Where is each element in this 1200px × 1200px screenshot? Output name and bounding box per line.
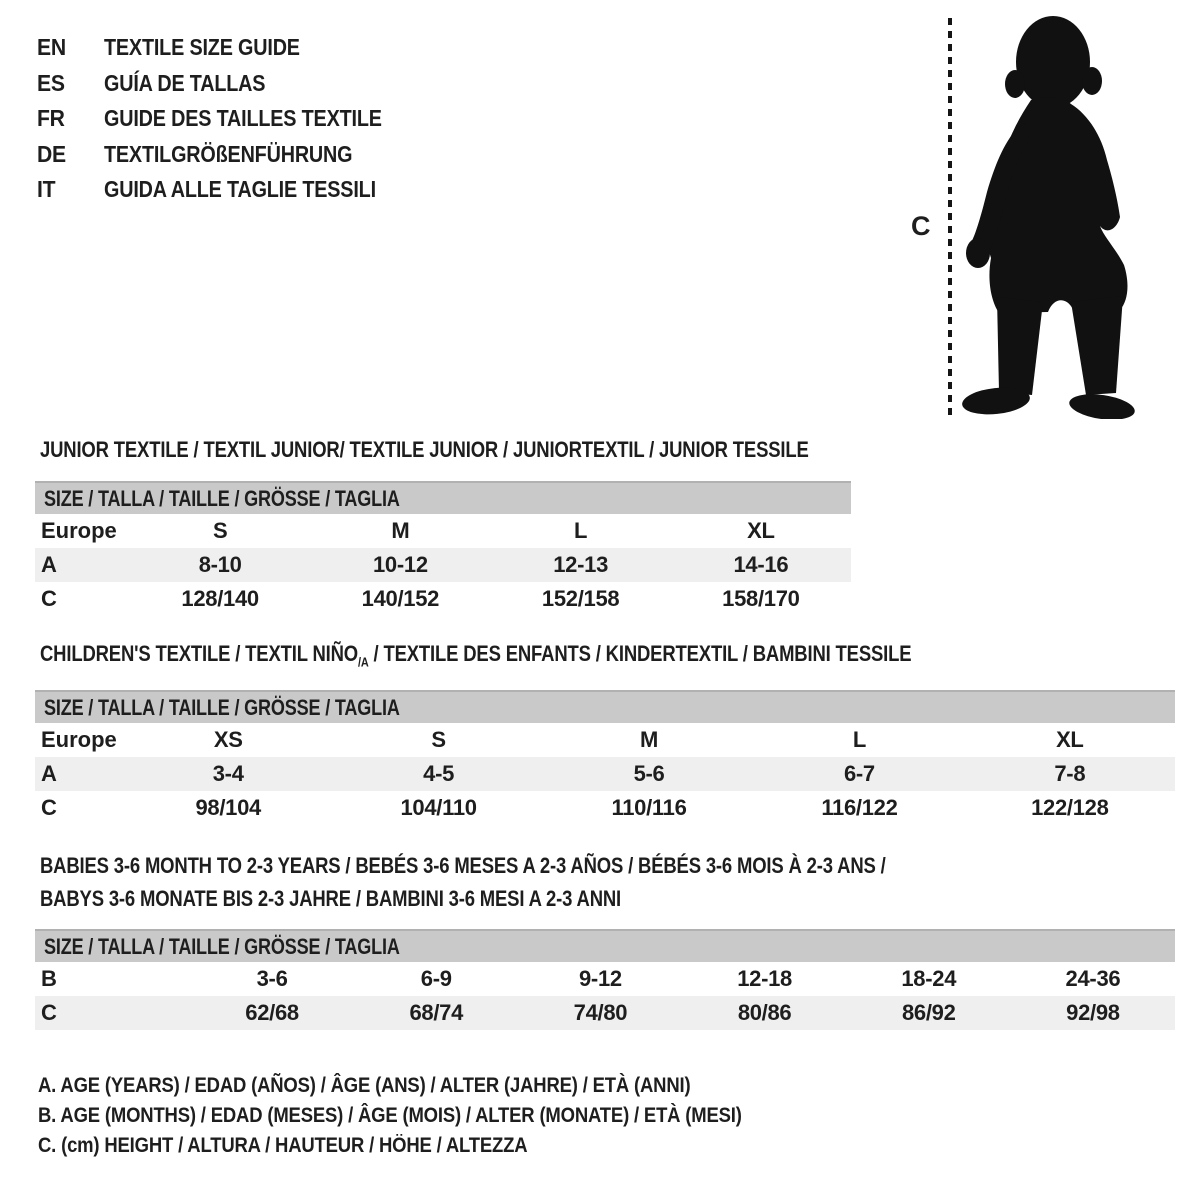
height-cell: 140/152 bbox=[361, 586, 440, 611]
legend-line-a: A. AGE (YEARS) / EDAD (AÑOS) / ÂGE (ANS) / ALTER (JAHRE) / ETÀ (ANNI) bbox=[38, 1074, 691, 1097]
babies-size-table bbox=[35, 929, 1175, 1030]
age-cell: 3-4 bbox=[212, 761, 244, 786]
age-cell: 4-5 bbox=[423, 761, 455, 786]
lang-label: GUIDE DES TAILLES TEXTILE bbox=[104, 105, 382, 132]
age-cell: 12-18 bbox=[737, 966, 792, 991]
table-row-europe bbox=[35, 514, 851, 548]
size-header-band bbox=[35, 481, 851, 514]
size-header-text: SIZE / TALLA / TAILLE / GRÖSSE / TAGLIA bbox=[44, 694, 400, 720]
table-row-europe bbox=[35, 723, 1175, 757]
legend-line-c: C. (cm) HEIGHT / ALTURA / HAUTEUR / HÖHE / ALTEZZA bbox=[38, 1134, 528, 1157]
lang-code: DE bbox=[37, 140, 66, 167]
children-section-title bbox=[40, 641, 911, 669]
size-cell: L bbox=[574, 518, 588, 543]
size-cell: M bbox=[640, 727, 659, 752]
children-title-subscript: /A bbox=[357, 654, 369, 670]
lang-label: TEXTILE SIZE GUIDE bbox=[104, 34, 300, 61]
row-label: A bbox=[41, 552, 57, 577]
age-cell: 14-16 bbox=[733, 552, 789, 577]
table-row-height-cm bbox=[35, 582, 851, 616]
table-row-age-years bbox=[35, 548, 851, 582]
size-cell: XS bbox=[213, 727, 243, 752]
size-cell: S bbox=[212, 518, 228, 543]
babies-title-line1: BABIES 3-6 MONTH TO 2-3 YEARS / BEBÉS 3-6 MESES A 2-3 AÑOS / BÉBÉS 3-6 MOIS À 2-3 ANS / bbox=[40, 853, 886, 878]
legend-line-b: B. AGE (MONTHS) / EDAD (MESES) / ÂGE (MOIS) / ALTER (MONATE) / ETÀ (MESI) bbox=[38, 1104, 742, 1127]
height-cell: 74/80 bbox=[573, 1000, 628, 1025]
age-cell: 5-6 bbox=[633, 761, 665, 786]
row-label: A bbox=[41, 761, 57, 786]
size-cell: XL bbox=[1056, 727, 1084, 752]
height-cell: 158/170 bbox=[722, 586, 800, 611]
babies-section-title bbox=[40, 849, 1047, 915]
height-measure-label: C bbox=[911, 211, 931, 241]
age-cell: 3-6 bbox=[256, 966, 288, 991]
lang-code: FR bbox=[37, 105, 65, 132]
junior-section-title: JUNIOR TEXTILE / TEXTIL JUNIOR/ TEXTILE JUNIOR / JUNIORTEXTIL / JUNIOR TESSILE bbox=[40, 437, 809, 462]
height-cell: 110/116 bbox=[611, 795, 687, 820]
height-cell: 104/110 bbox=[400, 795, 477, 820]
age-cell: 6-7 bbox=[843, 761, 875, 786]
lang-code: ES bbox=[37, 69, 65, 96]
size-header-text: SIZE / TALLA / TAILLE / GRÖSSE / TAGLIA bbox=[44, 485, 400, 511]
size-header-text: SIZE / TALLA / TAILLE / GRÖSSE / TAGLIA bbox=[44, 933, 400, 959]
age-cell: 18-24 bbox=[901, 966, 957, 991]
toddler-silhouette bbox=[935, 12, 1145, 419]
lang-label: TEXTILGRÖßENFÜHRUNG bbox=[104, 140, 353, 167]
age-cell: 9-12 bbox=[579, 966, 622, 991]
lang-label: GUÍA DE TALLAS bbox=[104, 69, 266, 96]
age-cell: 24-36 bbox=[1065, 966, 1121, 991]
lang-row-fr bbox=[37, 101, 427, 137]
lang-code: IT bbox=[37, 176, 56, 203]
age-cell: 10-12 bbox=[372, 552, 428, 577]
size-cell: L bbox=[852, 727, 866, 752]
row-label: Europe bbox=[41, 518, 117, 543]
age-cell: 6-9 bbox=[420, 966, 452, 991]
language-title-list bbox=[37, 30, 427, 208]
junior-size-table bbox=[35, 481, 851, 616]
height-cell: 116/122 bbox=[821, 795, 898, 820]
row-label: Europe bbox=[41, 727, 117, 752]
height-cell: 62/68 bbox=[245, 1000, 299, 1025]
size-header-band bbox=[35, 929, 1175, 962]
size-cell: M bbox=[391, 518, 410, 543]
height-cell: 152/158 bbox=[541, 586, 620, 611]
lang-code: EN bbox=[37, 34, 66, 61]
size-cell: XL bbox=[747, 518, 775, 543]
size-cell: S bbox=[431, 727, 446, 752]
children-size-table bbox=[35, 690, 1175, 825]
height-cell: 86/92 bbox=[901, 1000, 956, 1025]
height-cell: 68/74 bbox=[409, 1000, 464, 1025]
lang-row-it bbox=[37, 172, 427, 208]
lang-row-en bbox=[37, 30, 427, 66]
height-cell: 80/86 bbox=[737, 1000, 792, 1025]
age-cell: 12-13 bbox=[553, 552, 609, 577]
table-row-age-years bbox=[35, 757, 1175, 791]
children-title-suffix: / TEXTILE DES ENFANTS / KINDERTEXTIL / BAMBINI TESSILE bbox=[368, 641, 912, 666]
table-row-height-cm bbox=[35, 996, 1175, 1030]
row-label: C bbox=[41, 586, 57, 611]
babies-title-line2: BABYS 3-6 MONATE BIS 2-3 JAHRE / BAMBINI 3-6 MESI A 2-3 ANNI bbox=[40, 886, 622, 911]
age-cell: 7-8 bbox=[1054, 761, 1086, 786]
age-cell: 8-10 bbox=[198, 552, 242, 577]
lang-label: GUIDA ALLE TAGLIE TESSILI bbox=[104, 176, 376, 203]
table-row-height-cm bbox=[35, 791, 1175, 825]
table-row-age-months bbox=[35, 962, 1175, 996]
measurement-legend bbox=[38, 1071, 838, 1161]
height-cell: 122/128 bbox=[1031, 795, 1109, 820]
row-label: C bbox=[41, 1000, 57, 1025]
size-header-band bbox=[35, 690, 1175, 723]
children-title-prefix: CHILDREN'S TEXTILE / TEXTIL NIÑO bbox=[40, 641, 358, 666]
row-label: B bbox=[41, 966, 57, 991]
lang-row-de bbox=[37, 137, 427, 173]
height-cell: 128/140 bbox=[181, 586, 259, 611]
lang-row-es bbox=[37, 66, 427, 102]
height-cell: 98/104 bbox=[195, 795, 261, 820]
row-label: C bbox=[41, 795, 57, 820]
height-cell: 92/98 bbox=[1066, 1000, 1120, 1025]
